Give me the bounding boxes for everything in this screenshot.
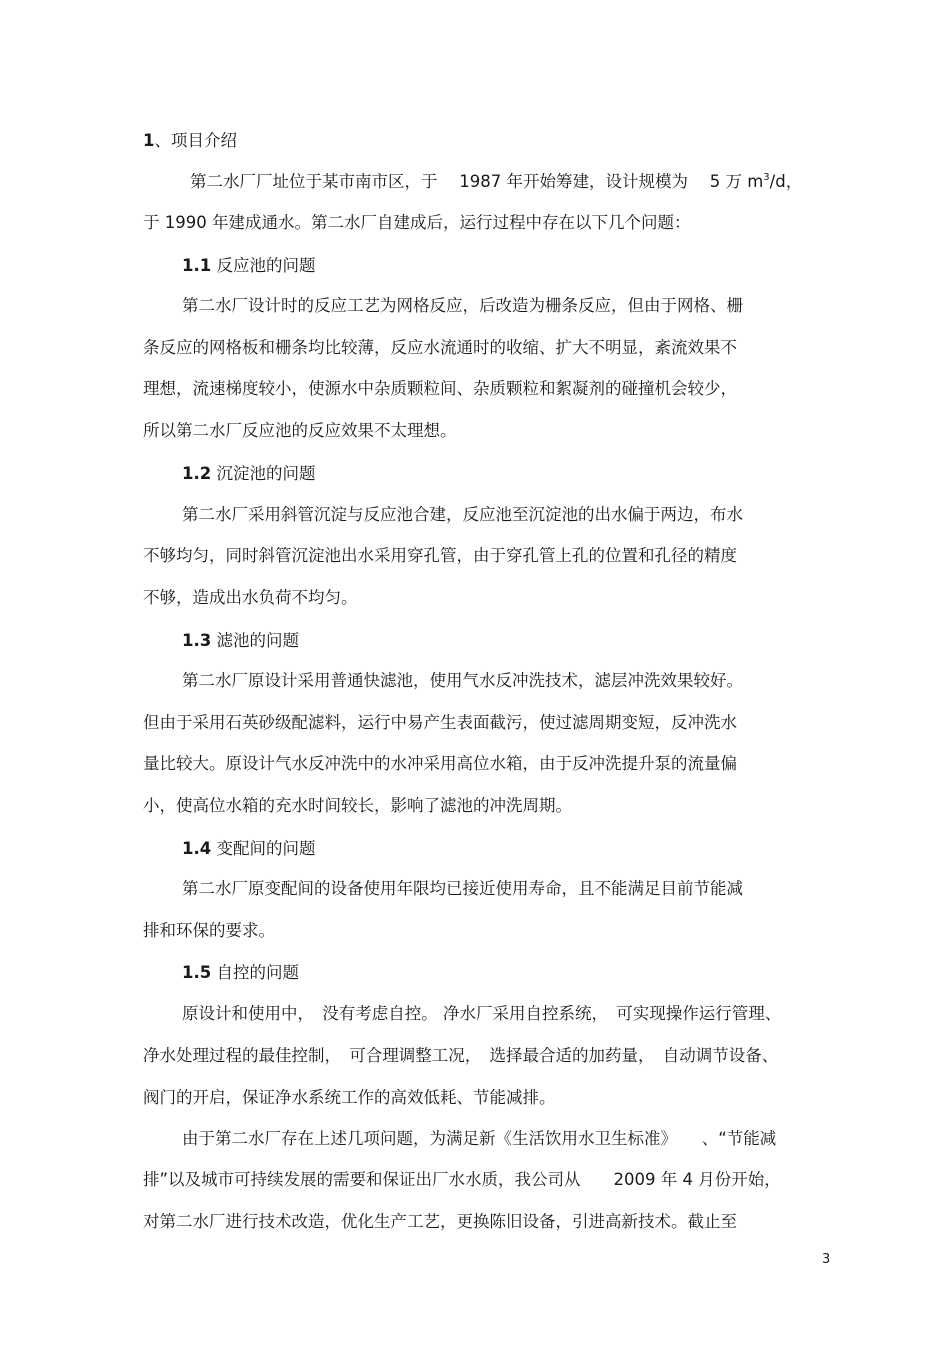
section-heading-1-3 — [182, 630, 299, 652]
heading-title: 沉淀池的问题 — [216, 464, 316, 483]
paragraph-line: 原设计和使用中， 没有考虑自控。 净水厂采用自控系统， 可实现操作运行管理、 — [182, 1004, 782, 1023]
paragraph-line: 排”以及城市可持续发展的需要和保证出厂水水质，我公司从 2009 年 4 月份开始， — [143, 1170, 781, 1189]
heading-title: 滤池的问题 — [216, 631, 299, 650]
section-heading-1 — [143, 130, 237, 152]
intro-text: 第二水厂厂址位于某市南市区，于 1987 年开始筹建，设计规模为 5 万 m — [190, 172, 764, 191]
heading-number: 1.1 — [182, 256, 212, 275]
intro-line-1 — [190, 171, 802, 193]
paragraph-line: 量比较大。原设计气水反冲洗中的水冲采用高位水箱，由于反冲洗提升泵的流量偏 — [143, 754, 737, 773]
paragraph-line: 第二水厂原变配间的设备使用年限均已接近使用寿命，且不能满足目前节能减 — [182, 879, 743, 898]
paragraph-line: 净水处理过程的最佳控制， 可合理调整工况， 选择最合适的加药量， 自动调节设备、 — [143, 1046, 779, 1065]
section-heading-1-1 — [182, 255, 315, 277]
paragraph-line: 条反应的网格板和栅条均比较薄，反应水流通时的收缩、扩大不明显，紊流效果不 — [143, 338, 737, 357]
paragraph-line: 小，使高位水箱的充水时间较长，影响了滤池的冲洗周期。 — [143, 796, 572, 815]
page-number: 3 — [822, 1252, 831, 1267]
paragraph-line: 理想，流速梯度较小，使源水中杂质颗粒间、杂质颗粒和絮凝剂的碰撞机会较少， — [143, 379, 737, 398]
section-heading-1-2 — [182, 463, 315, 485]
heading-title: 变配间的问题 — [216, 839, 316, 858]
heading-title: 反应池的问题 — [216, 256, 316, 275]
paragraph-line: 但由于采用石英砂级配滤料，运行中易产生表面截污，使过滤周期变短，反冲洗水 — [143, 713, 737, 732]
heading-number: 1 — [143, 131, 155, 150]
paragraph-line: 阀门的开启，保证净水系统工作的高效低耗、节能减排。 — [143, 1088, 556, 1107]
paragraph-line: 对第二水厂进行技术改造，优化生产工艺，更换陈旧设备，引进高新技术。截止至 — [143, 1212, 737, 1231]
paragraph-line: 排和环保的要求。 — [143, 921, 275, 940]
paragraph-line: 所以第二水厂反应池的反应效果不太理想。 — [143, 421, 457, 440]
paragraph-line: 由于第二水厂存在上述几项问题，为满足新《生活饮用水卫生标准》 、“节能减 — [182, 1129, 777, 1148]
section-heading-1-5 — [182, 962, 299, 984]
section-heading-1-4 — [182, 838, 315, 860]
intro-line-2: 于 1990 年建成通水。第二水厂自建成后，运行过程中存在以下几个问题： — [143, 213, 691, 232]
paragraph-line: 第二水厂设计时的反应工艺为网格反应，后改造为栅条反应，但由于网格、栅 — [182, 296, 743, 315]
heading-number: 1.2 — [182, 464, 212, 483]
paragraph-line: 第二水厂采用斜管沉淀与反应池合建，反应池至沉淀池的出水偏于两边，布水 — [182, 505, 743, 524]
superscript: 3 — [763, 172, 770, 183]
heading-number: 1.4 — [182, 839, 212, 858]
paragraph-line: 不够，造成出水负荷不均匀。 — [143, 588, 358, 607]
heading-title: 自控的问题 — [216, 963, 299, 982]
heading-title: 、项目介绍 — [154, 131, 237, 150]
intro-text-tail: /d， — [769, 172, 803, 191]
paragraph-line: 第二水厂原设计采用普通快滤池，使用气水反冲洗技术，滤层冲洗效果较好。 — [182, 671, 743, 690]
heading-number: 1.5 — [182, 963, 212, 982]
heading-number: 1.3 — [182, 631, 212, 650]
paragraph-line: 不够均匀，同时斜管沉淀池出水采用穿孔管，由于穿孔管上孔的位置和孔径的精度 — [143, 546, 737, 565]
